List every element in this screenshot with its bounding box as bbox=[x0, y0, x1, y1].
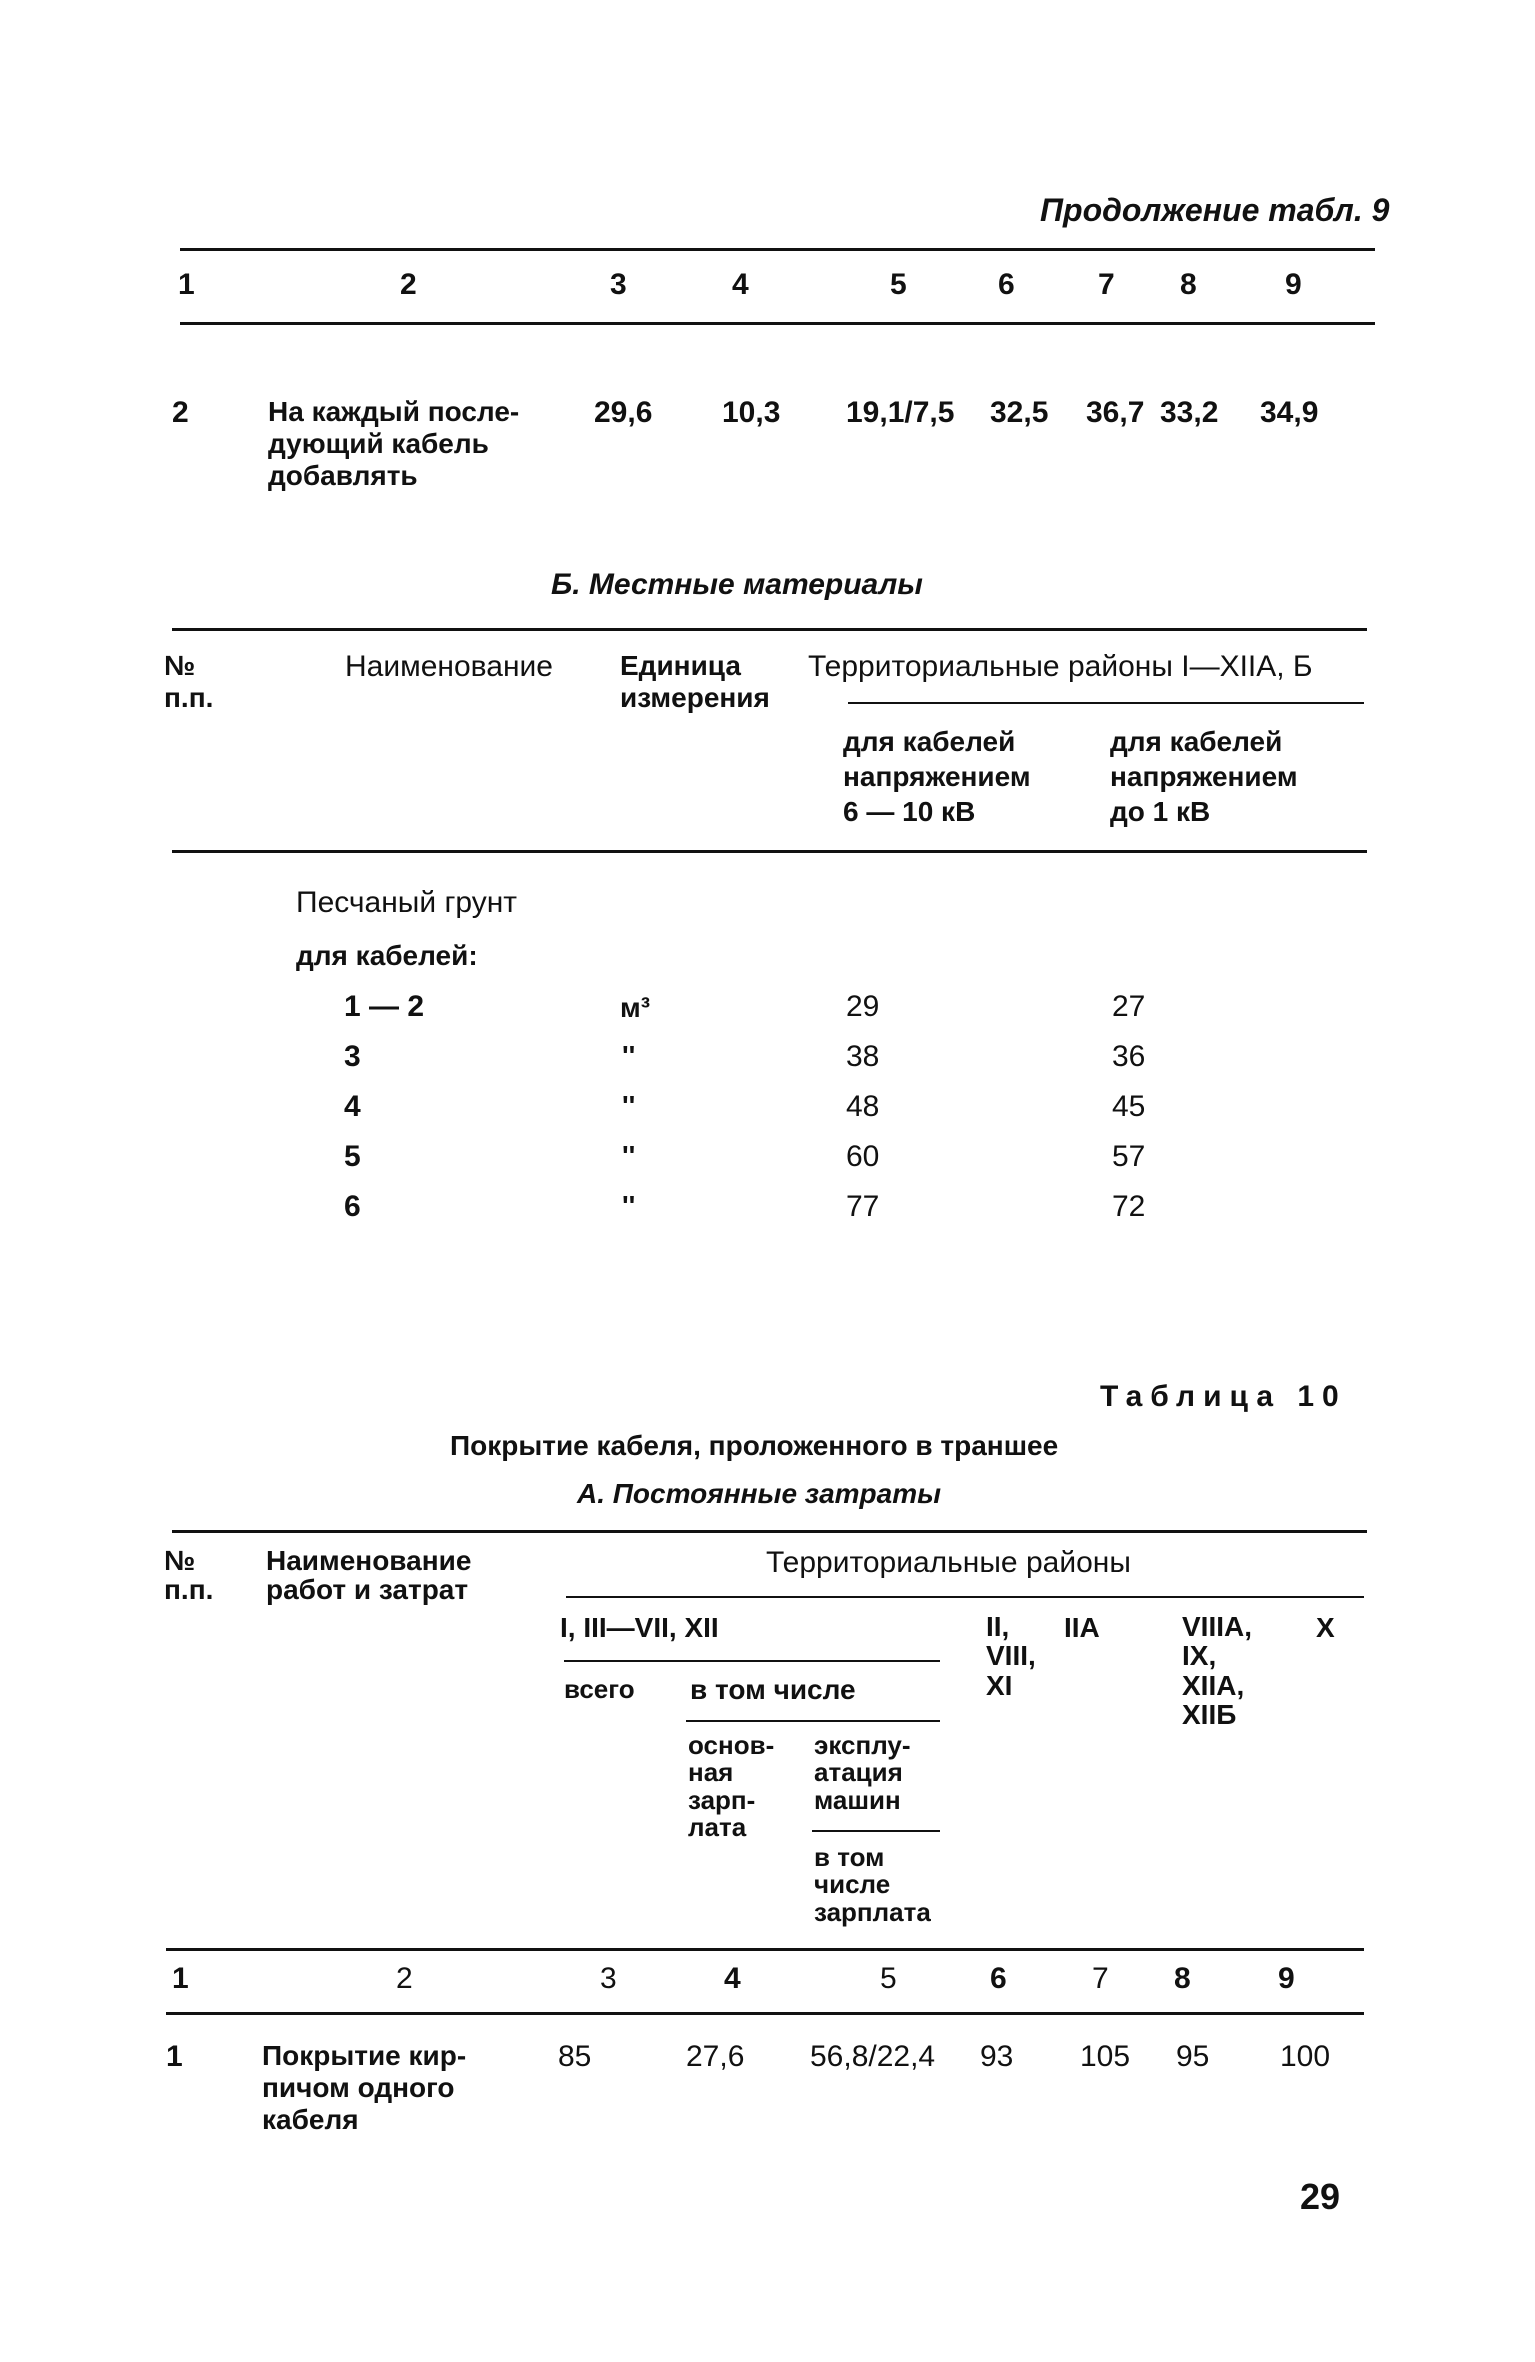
lm-row-label: 6 bbox=[344, 1190, 361, 1223]
t10-header-salary: основ- ная зарп- лата bbox=[688, 1730, 775, 1842]
t10-header-bottom-rule bbox=[166, 1948, 1364, 1951]
lm-header-sub1: для кабелей напряжением 6 — 10 кВ bbox=[843, 726, 1031, 827]
t10-row-c5: 56,8/22,4 bbox=[810, 2040, 936, 2073]
t10-machines-rule bbox=[812, 1830, 940, 1832]
table10-label: Таблица 10 bbox=[1100, 1380, 1347, 1413]
t9-row-c7: 36,7 bbox=[1086, 396, 1145, 429]
lm-row-label: 5 bbox=[344, 1140, 361, 1173]
lm-header-unit: Единица измерения bbox=[620, 650, 770, 714]
lm-row-v2: 27 bbox=[1112, 990, 1146, 1023]
table10-subtitle: А. Постоянные затраты bbox=[577, 1478, 942, 1509]
t9-row-num: 2 bbox=[172, 396, 189, 429]
table9-header-rule bbox=[180, 322, 1375, 325]
t10-header-machines: эксплу- атация машин bbox=[814, 1730, 911, 1815]
t10-header-group3: IIA bbox=[1064, 1612, 1100, 1643]
lm-group-line2: для кабелей: bbox=[296, 940, 478, 971]
lm-row-v2: 72 bbox=[1112, 1190, 1146, 1223]
t10-colnum-9: 9 bbox=[1278, 1962, 1295, 1995]
t9-row-c8: 33,2 bbox=[1160, 396, 1219, 429]
t9-colnum-6: 6 bbox=[998, 268, 1015, 301]
t10-colnum-5: 5 bbox=[880, 1962, 897, 1995]
t9-row-c3: 29,6 bbox=[594, 396, 653, 429]
lm-row-v1: 38 bbox=[846, 1040, 880, 1073]
t10-header-regions: Территориальные районы bbox=[766, 1546, 1131, 1579]
t9-row-c5: 19,1/7,5 bbox=[846, 396, 955, 429]
table9-top-rule bbox=[180, 248, 1375, 251]
t9-colnum-9: 9 bbox=[1285, 268, 1302, 301]
t9-colnum-2: 2 bbox=[400, 268, 417, 301]
lm-row-unit: '' bbox=[622, 1190, 636, 1221]
t10-row-c6: 93 bbox=[980, 2040, 1014, 2073]
continuation-caption: Продолжение табл. 9 bbox=[1040, 192, 1390, 228]
t9-colnum-4: 4 bbox=[732, 268, 749, 301]
t10-row-c4: 27,6 bbox=[686, 2040, 745, 2073]
t10-top-rule bbox=[172, 1530, 1367, 1533]
t10-incl-rule bbox=[686, 1720, 940, 1722]
lm-row-label: 1 — 2 bbox=[344, 990, 425, 1023]
t9-colnum-1: 1 bbox=[178, 268, 195, 301]
t10-row-c8: 95 bbox=[1176, 2040, 1210, 2073]
t10-colnum-2: 2 bbox=[396, 1962, 413, 1995]
t10-row-name: Покрытие кир- пичом одного кабеля bbox=[262, 2040, 467, 2136]
t10-row-c3: 85 bbox=[558, 2040, 592, 2073]
t10-row-c9: 100 bbox=[1280, 2040, 1331, 2073]
t9-colnum-5: 5 bbox=[890, 268, 907, 301]
lm-row-unit: '' bbox=[622, 1040, 636, 1071]
t10-header-incl-salary: в том числе зарплата bbox=[814, 1842, 931, 1927]
lm-header-bottom-rule bbox=[172, 850, 1367, 853]
lm-row-v1: 29 bbox=[846, 990, 880, 1023]
lm-row-v1: 77 bbox=[846, 1190, 880, 1223]
lm-header-num: № п.п. bbox=[164, 650, 214, 714]
t10-regions-rule bbox=[566, 1596, 1364, 1598]
lm-row-v2: 45 bbox=[1112, 1090, 1146, 1123]
lm-group-line1: Песчаный грунт bbox=[296, 886, 518, 919]
lm-header-sub2: для кабелей напряжением до 1 кВ bbox=[1110, 726, 1298, 827]
t10-header-name: Наименование работ и затрат bbox=[266, 1545, 472, 1606]
t10-row-num: 1 bbox=[166, 2040, 183, 2073]
lm-row-v1: 60 bbox=[846, 1140, 880, 1173]
t10-header-group1: I, III—VII, XII bbox=[560, 1612, 719, 1643]
t9-row-c9: 34,9 bbox=[1260, 396, 1319, 429]
lm-row-unit: '' bbox=[622, 1140, 636, 1171]
lm-row-v1: 48 bbox=[846, 1090, 880, 1123]
lm-top-rule bbox=[172, 628, 1367, 631]
t10-group1-rule bbox=[564, 1660, 940, 1662]
lm-row-v2: 57 bbox=[1112, 1140, 1146, 1173]
t10-header-num: № п.п. bbox=[164, 1545, 214, 1606]
t10-header-group4: VIIIA, IX, XIIA, XIIБ bbox=[1182, 1611, 1253, 1731]
t10-row-c7: 105 bbox=[1080, 2040, 1131, 2073]
lm-header-name: Наименование bbox=[345, 650, 553, 683]
t9-row-name: На каждый после- дующий кабель добавлять bbox=[268, 396, 520, 492]
lm-row-unit: м³ bbox=[620, 992, 651, 1023]
t9-colnum-3: 3 bbox=[610, 268, 627, 301]
t10-header-group5: X bbox=[1316, 1612, 1335, 1643]
local-materials-title: Б. Местные материалы bbox=[551, 568, 923, 601]
t10-header-group2: II, VIII, XI bbox=[986, 1611, 1036, 1701]
t9-row-c6: 32,5 bbox=[990, 396, 1049, 429]
lm-row-label: 4 bbox=[344, 1090, 361, 1123]
t10-header-incl: в том числе bbox=[690, 1674, 856, 1705]
lm-row-unit: '' bbox=[622, 1090, 636, 1121]
t9-colnum-8: 8 bbox=[1180, 268, 1197, 301]
t10-header-total: всего bbox=[564, 1674, 635, 1704]
lm-row-label: 3 bbox=[344, 1040, 361, 1073]
t10-numbers-rule bbox=[166, 2012, 1364, 2015]
t10-colnum-6: 6 bbox=[990, 1962, 1007, 1995]
lm-header-regions: Территориальные районы I—XIIA, Б bbox=[808, 650, 1313, 683]
lm-regions-rule bbox=[848, 702, 1364, 704]
page-number: 29 bbox=[1300, 2176, 1341, 2217]
t10-colnum-4: 4 bbox=[724, 1962, 741, 1995]
lm-row-v2: 36 bbox=[1112, 1040, 1146, 1073]
t10-colnum-3: 3 bbox=[600, 1962, 617, 1995]
t9-colnum-7: 7 bbox=[1098, 268, 1115, 301]
t10-colnum-1: 1 bbox=[172, 1962, 189, 1995]
table10-title: Покрытие кабеля, проложенного в траншее bbox=[450, 1430, 1059, 1461]
t10-colnum-8: 8 bbox=[1174, 1962, 1191, 1995]
t10-colnum-7: 7 bbox=[1092, 1962, 1109, 1995]
t9-row-c4: 10,3 bbox=[722, 396, 781, 429]
